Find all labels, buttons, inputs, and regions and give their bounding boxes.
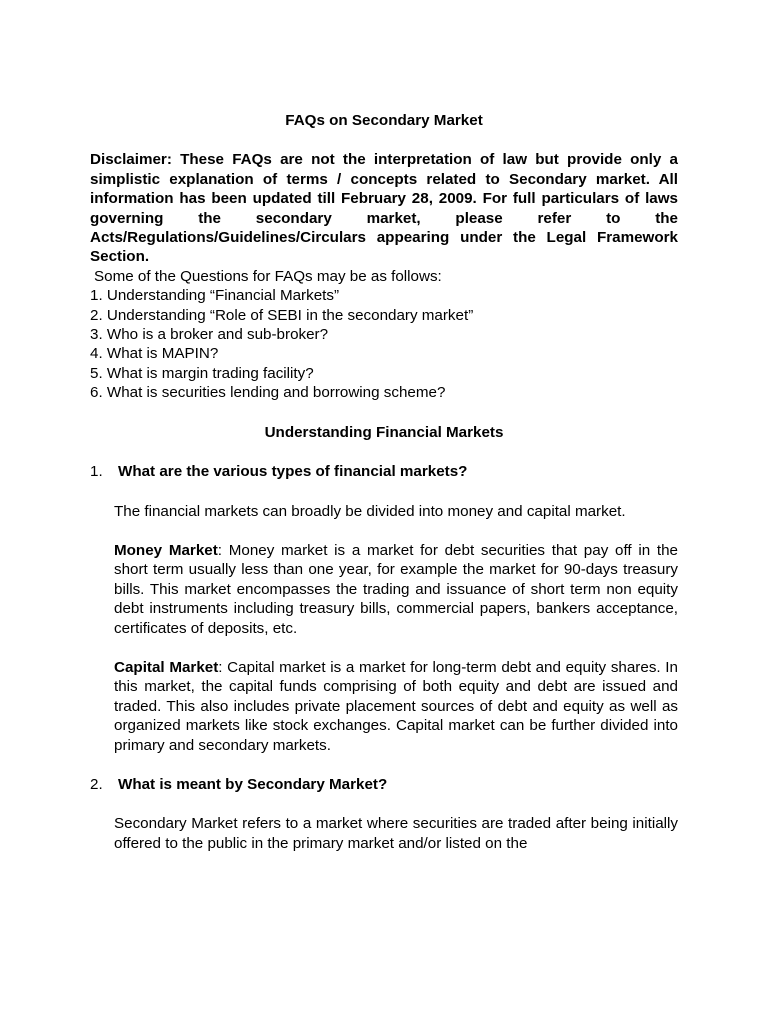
question-list — [90, 286, 678, 402]
question-number: 1. — [90, 463, 103, 481]
secondary-market-answer: Secondary Market refers to a market where securities are traded after being initially offered to the public in the primary market and/or listed on the — [114, 815, 678, 852]
document-content — [90, 111, 678, 873]
question-number: 2. — [90, 775, 103, 793]
disclaimer-paragraph: Disclaimer: These FAQs are not the interpretation of law but provide only a simplistic explanation of terms / concepts related to Secondary market. All information has been updated till February 28, 2009. For full particulars of laws governing the secondary market, please refer to the Acts/Regulations/Guidelines/Circulars appearing under the Legal Framework Section. — [90, 151, 678, 266]
money-market-term: Money Market — [114, 541, 218, 559]
question-text: What is meant by Secondary Market? — [118, 775, 388, 793]
money-market-paragraph — [114, 541, 678, 638]
question-list-item: 5. What is margin trading facility? — [90, 364, 314, 382]
question-list-item: 1. Understanding “Financial Markets” — [90, 287, 340, 305]
answer-intro: The financial markets can broadly be divided into money and capital market. — [114, 502, 626, 520]
capital-market-text: : Capital market is a market for long-term debt and equity shares. In this market, the capital funds comprising of both equity and debt are issued and traded. This also includes private placement sources of debt and equity as well as organized markets like stock exchanges. Capital market can be further divided into primary and secondary markets. — [114, 658, 678, 754]
question-list-item: 4. What is MAPIN? — [90, 345, 219, 363]
question-text: What are the various types of financial markets? — [118, 463, 468, 481]
document-title: FAQs on Secondary Market — [285, 112, 483, 129]
capital-market-term: Capital Market — [114, 658, 219, 676]
money-market-text: : Money market is a market for debt securities that pay off in the short term usually less than one year, for example the market for 90-days treasury bills. This market encompasses the trading and issuance of short term non equity debt instruments including treasury bills, commercial papers, bankers acceptance, certificates of deposits, etc. — [114, 541, 678, 637]
question-1 — [90, 462, 678, 481]
section-heading: Understanding Financial Markets — [264, 423, 504, 441]
question-2 — [90, 775, 678, 794]
question-list-item: 2. Understanding “Role of SEBI in the secondary market” — [90, 306, 474, 324]
questions-intro: Some of the Questions for FAQs may be as follows: — [94, 267, 442, 285]
question-list-item: 3. Who is a broker and sub-broker? — [90, 326, 329, 344]
capital-market-paragraph — [114, 658, 678, 755]
question-list-item: 6. What is securities lending and borrowing scheme? — [90, 384, 446, 402]
